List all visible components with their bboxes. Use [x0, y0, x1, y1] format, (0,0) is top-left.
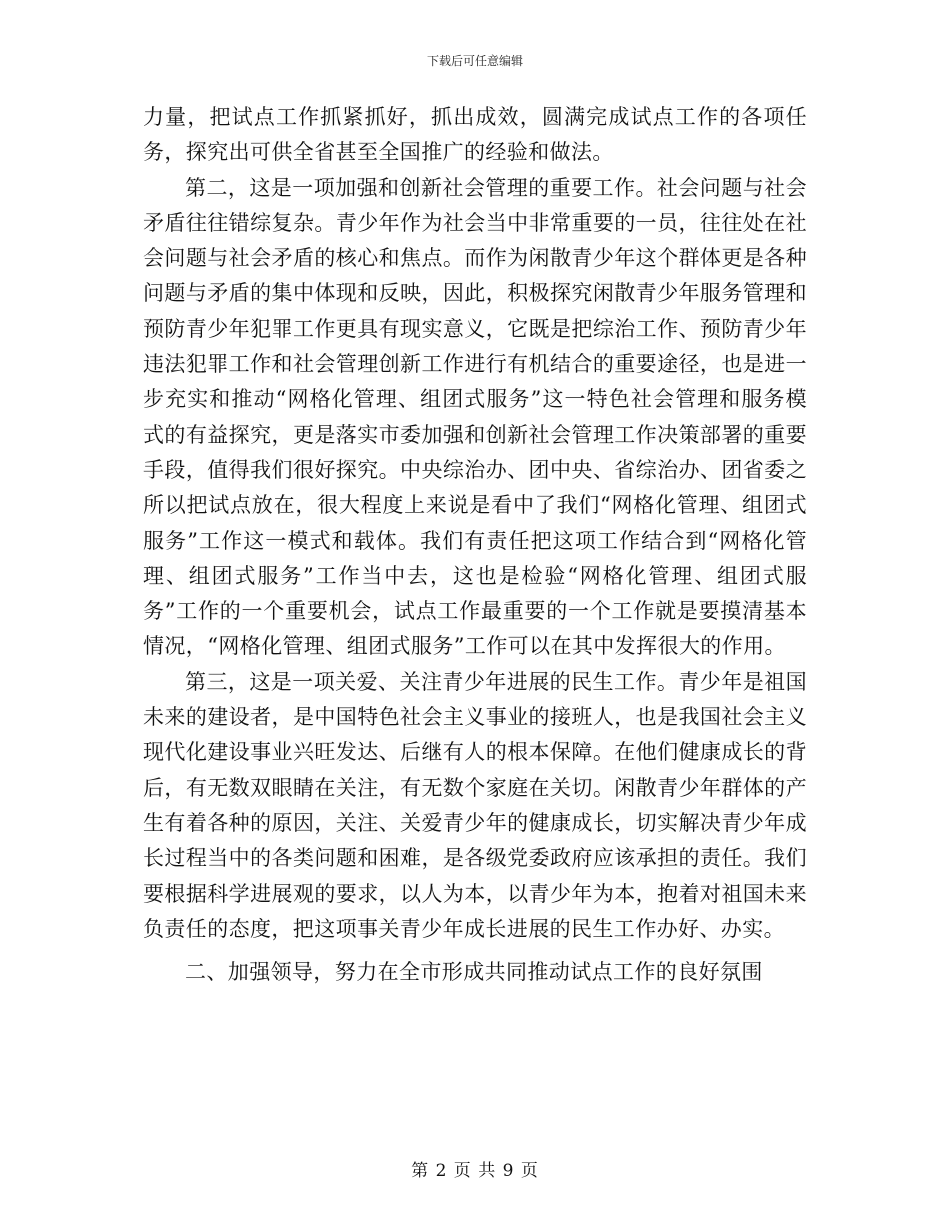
section-heading: 二、加强领导，努力在全市形成共同推动试点工作的良好氛围 [185, 960, 763, 985]
paragraph-2: 第二，这是一项加强和创新社会管理的重要工作。社会问题与社会矛盾往往错综复杂。青少年作为社会当中非常重要的一员，往往处在社会问题与社会矛盾的核心和焦点。而作为闲散青少年这个群体更是各种问题与矛盾的集中体现和反映，因此，积极探究闲散青少年服务管理和预防青少年犯罪工作更具有现实意义，它既是把综治工作、预防青少年违法犯罪工作和社会管理创新工作进行有机结合的重要途径，也是进一步充实和推动“网格化管理、组团式服务”这一特色社会管理和服务模式的有益探究，更是落实市委加强和创新社会管理工作决策部署的重要手段，值得我们很好探究。中央综治办、团中央、省综治办、团省委之所以把试点放在，很大程度上来说是看中了我们“网格化管理、组团式服务”工作这一模式和载体。我们有责任把这项工作结合到“网格化管理、组团式服务”工作当中去，这也是检验“网格化管理、组团式服务”工作的一个重要机会，试点工作最重要的一个工作就是要摸清基本情况，“网格化管理、组团式服务”工作可以在其中发挥很大的作用。 [143, 175, 807, 659]
page-footer: 第 2 页 共 9 页 [411, 1161, 539, 1181]
document-body [143, 100, 807, 990]
page-header: 下载后可任意编辑 [426, 54, 523, 68]
paragraph-3: 第三，这是一项关爱、关注青少年进展的民生工作。青少年是祖国未来的建设者，是中国特色社会主义事业的接班人，也是我国社会主义现代化建设事业兴旺发达、后继有人的根本保障。在他们健康成长的背后，有无数双眼睛在关注，有无数个家庭在关切。闲散青少年群体的产生有着各种的原因，关注、关爱青少年的健康成长，切实解决青少年成长过程当中的各类问题和困难，是各级党委政府应该承担的责任。我们要根据科学进展观的要求，以人为本，以青少年为本，抱着对祖国未来负责任的态度，把这项事关青少年成长进展的民生工作办好、办实。 [143, 669, 807, 941]
paragraph-1: 力量，把试点工作抓紧抓好，抓出成效，圆满完成试点工作的各项任务，探究出可供全省甚至全国推广的经验和做法。 [143, 105, 807, 165]
